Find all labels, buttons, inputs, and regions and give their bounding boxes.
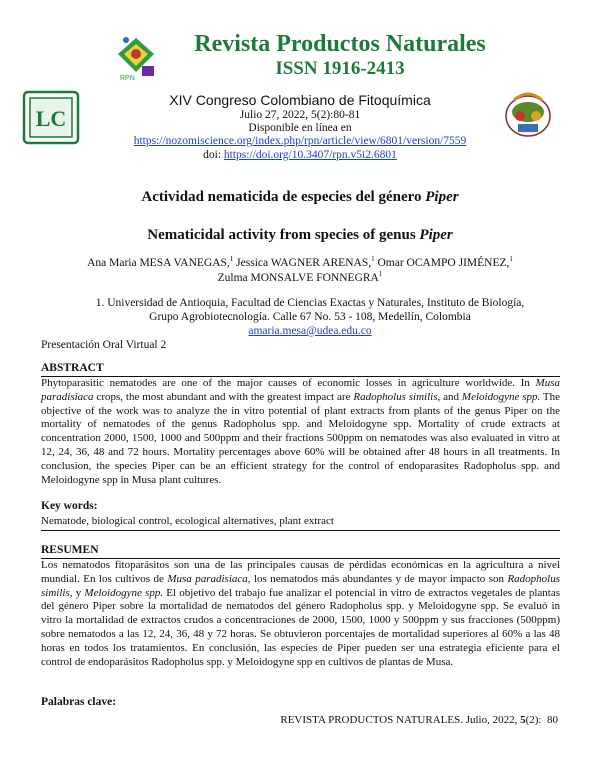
svg-text:RPN: RPN xyxy=(120,75,135,82)
affiliation-line-1: 1. Universidad de Antioquia, Facultad de Ciencias Exactas y Naturales, Instituto de Biología, xyxy=(95,297,525,309)
author-3: Omar OCAMPO JIMÉNEZ, xyxy=(374,257,510,269)
author-2: Jessica WAGNER ARENAS, xyxy=(233,257,372,269)
available-online: Disponible en línea en xyxy=(248,122,352,134)
title-english: Nematicidal activity from species of genus Piper xyxy=(147,227,453,243)
author-list: Ana Maria MESA VANEGAS,$^1$ Jessica WAGNER ARENAS,$^1$ Omar OCAMPO JIMÉNEZ,$^1$ Zulma MONSALVE FONNEGRA$^1$ xyxy=(87,255,513,284)
journal-title: Revista Productos Naturales xyxy=(194,31,486,57)
author-1: Ana Maria MESA VANEGAS, xyxy=(87,257,230,269)
page-footer: REVISTA PRODUCTOS NATURALES. Julio, 2022, 5(2): 80 xyxy=(280,714,558,726)
affiliation-line-2: Grupo Agrobiotecnología. Calle 67 No. 53 - 108, Medellín, Colombia xyxy=(149,311,471,323)
keywords-text: Nematode, biological control, ecological alternatives, plant extract xyxy=(41,515,334,527)
journal-issn: ISSN 1916-2413 xyxy=(275,58,405,79)
presentation-type: Presentación Oral Virtual 2 xyxy=(41,339,167,351)
doi-line xyxy=(100,148,500,162)
article-url-link[interactable]: https://nozomiscience.org/index.php/rpn/article/view/6801/version/7559 xyxy=(133,135,467,147)
university-logo-icon xyxy=(22,90,80,145)
article-url-line xyxy=(100,134,500,148)
abstract-heading: ABSTRACT xyxy=(41,362,560,377)
affiliation xyxy=(90,296,530,338)
citation: Julio 27, 2022, 5(2):80-81 xyxy=(239,109,361,121)
doi-label: doi: xyxy=(203,149,224,161)
keywords-heading: Key words: xyxy=(41,500,98,512)
doi-link[interactable]: https://doi.org/10.3407/rpn.v5i2.6801 xyxy=(223,149,397,161)
title-spanish: Actividad nematicida de especies del género Piper xyxy=(141,189,459,205)
palabras-clave-heading: Palabras clave: xyxy=(41,696,117,708)
congress-name: XIV Congreso Colombiano de Fitoquímica xyxy=(169,92,431,108)
resumen-body: Los nematodos fitoparásitos son una de las principales causas de pérdidas económicas en la agricultura a nivel mundial. En los cultivos de Musa paradisiaca, los nematodos más abundantes y de mayor impacto son Radopholus similis, y Meloidogyne spp. El objetivo del trabajo fue analizar el potencial in vitro de extractos vegetales de plantas del género Piper sobre la mortalidad de nematodos del género Radopholus spp. y Meloidogyne spp. Se evaluó in vitro la mortalidad de extractos crudos a concentraciones de 2000, 1500, 1000 y 500ppm y sus fracciones (500ppm) sobre nematodos a las 12, 24, 36, 48 y 72 horas. Se obtuvieron porcentajes de mortalidad superiores al 60% a las 48 horas en todos los tratamientos. En conclusión, las especies de Piper pueden ser una estrategia eficiente para el control de endoparásitos Radopholus spp. y Meloidogyne spp en cultivos de plantas de Musa. xyxy=(41,559,561,668)
section-divider xyxy=(41,530,560,531)
resumen-heading: RESUMEN xyxy=(41,544,560,559)
author-email-link[interactable]: amaria.mesa@udea.edu.co xyxy=(248,325,372,337)
svg-text:LC: LC xyxy=(35,106,67,131)
page-number: 80 xyxy=(547,714,558,726)
congress-logo-icon xyxy=(500,86,556,142)
abstract-body: Phytoparasitic nematodes are one of the major causes of economic losses in agriculture worldwide. In Musa paradisiaca crops, the most abundant and with the greatest impact are Radopholus similis, and Meloidogyne spp. The objective of the work was to analyze the in vitro potential of plant extracts from plants of the genus Piper on the mortality of nematodes of the genus Radopholus spp. and Meloidogyne spp. Mortality of crude extracts at concentration 2000, 1500, 1000 and 500ppm and their fractions 500ppm on nematodes was also evaluated in vitro at 12, 24, 36, 48 and 72 hours. Mortality percentages above 60% will be obtained after 48 hours in all treatments. In conclusion, the species Piper can be an efficient strategy for the control of endoparasites Radopholus spp. and Meloidogyne spp in Musa plant cultures. xyxy=(41,377,561,486)
author-4: Zulma MONSALVE FONNEGRA xyxy=(217,272,379,284)
